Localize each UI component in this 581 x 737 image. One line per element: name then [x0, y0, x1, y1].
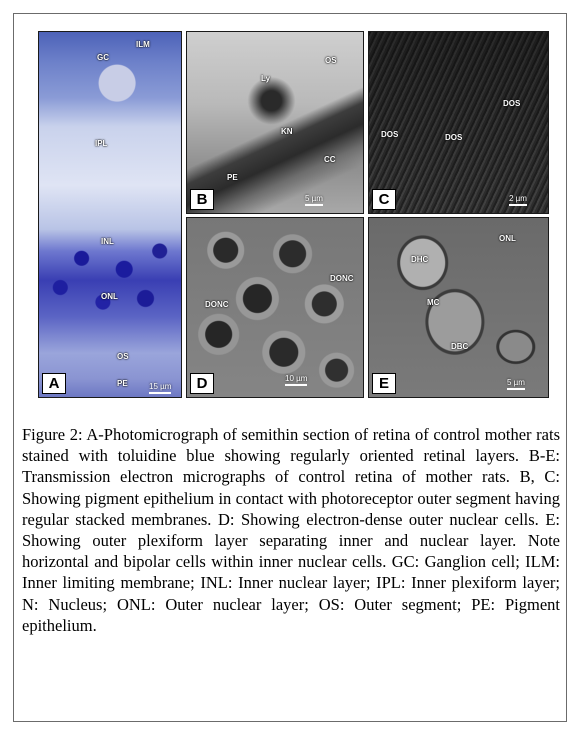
- label-dhc: DHC: [411, 255, 429, 264]
- scale-bar-a: 15 µm: [149, 382, 171, 394]
- scale-bar-c: 2 µm: [509, 194, 527, 206]
- label-kn: KN: [281, 127, 293, 136]
- panel-b-electron-micrograph: [186, 31, 364, 214]
- label-ipl: IPL: [95, 139, 108, 148]
- label-inl: INL: [101, 237, 114, 246]
- panel-letter-c: C: [372, 189, 396, 210]
- label-dos-2: DOS: [381, 130, 399, 139]
- label-mc: MC: [427, 298, 440, 307]
- label-cc: CC: [324, 155, 336, 164]
- panel-c-electron-micrograph: [368, 31, 549, 214]
- scale-bar-d: 10 µm: [285, 374, 307, 386]
- label-ilm: ILM: [136, 40, 150, 49]
- scale-bar-b: 5 µm: [305, 194, 323, 206]
- panel-d-electron-micrograph: [186, 217, 364, 398]
- label-dos-3: DOS: [445, 133, 463, 142]
- label-pe: PE: [227, 173, 238, 182]
- label-gc: GC: [97, 53, 109, 62]
- label-onl: ONL: [101, 292, 118, 301]
- label-os: OS: [325, 56, 337, 65]
- figure-label: Figure 2:: [22, 425, 83, 444]
- panel-letter-a: A: [42, 373, 66, 394]
- label-dos-1: DOS: [503, 99, 521, 108]
- panel-e-electron-micrograph: [368, 217, 549, 398]
- label-dbc: DBC: [451, 342, 469, 351]
- panel-letter-b: B: [190, 189, 214, 210]
- scale-bar-e: 5 µm: [507, 378, 525, 390]
- label-os: OS: [117, 352, 129, 361]
- label-ly: Ly: [261, 74, 271, 83]
- figure-caption-text: A-Photomicrograph of semithin section of retina of control mother rats stained with toluidine blue showing regularly oriented retinal layers. B-E: Transmission electron micrographs of control retina of mother rats. B, C: Showing pigment epithelium in contact with photoreceptor outer segment having regular stacked membranes. D: Showing electron-dense outer nuclear cells. E: Showing outer plexiform layer separating inner and nuclear layer. Note horizontal and bipolar cells within inner nuclear cells. GC: Ganglion cell; ILM: Inner limiting membrane; INL: Inner nuclear layer; IPL: Inner plexiform layer; N: Nucleus; ONL: Outer nuclear layer; OS: Outer segment; PE: Pigment epithelium.: [22, 425, 561, 635]
- panel-a-light-micrograph: [38, 31, 182, 398]
- label-onl: ONL: [499, 234, 516, 243]
- label-donc-2: DONC: [205, 300, 229, 309]
- label-donc-1: DONC: [330, 274, 354, 283]
- panel-letter-e: E: [372, 373, 396, 394]
- panel-letter-d: D: [190, 373, 214, 394]
- figure-caption: [22, 424, 560, 636]
- label-pe: PE: [117, 379, 128, 388]
